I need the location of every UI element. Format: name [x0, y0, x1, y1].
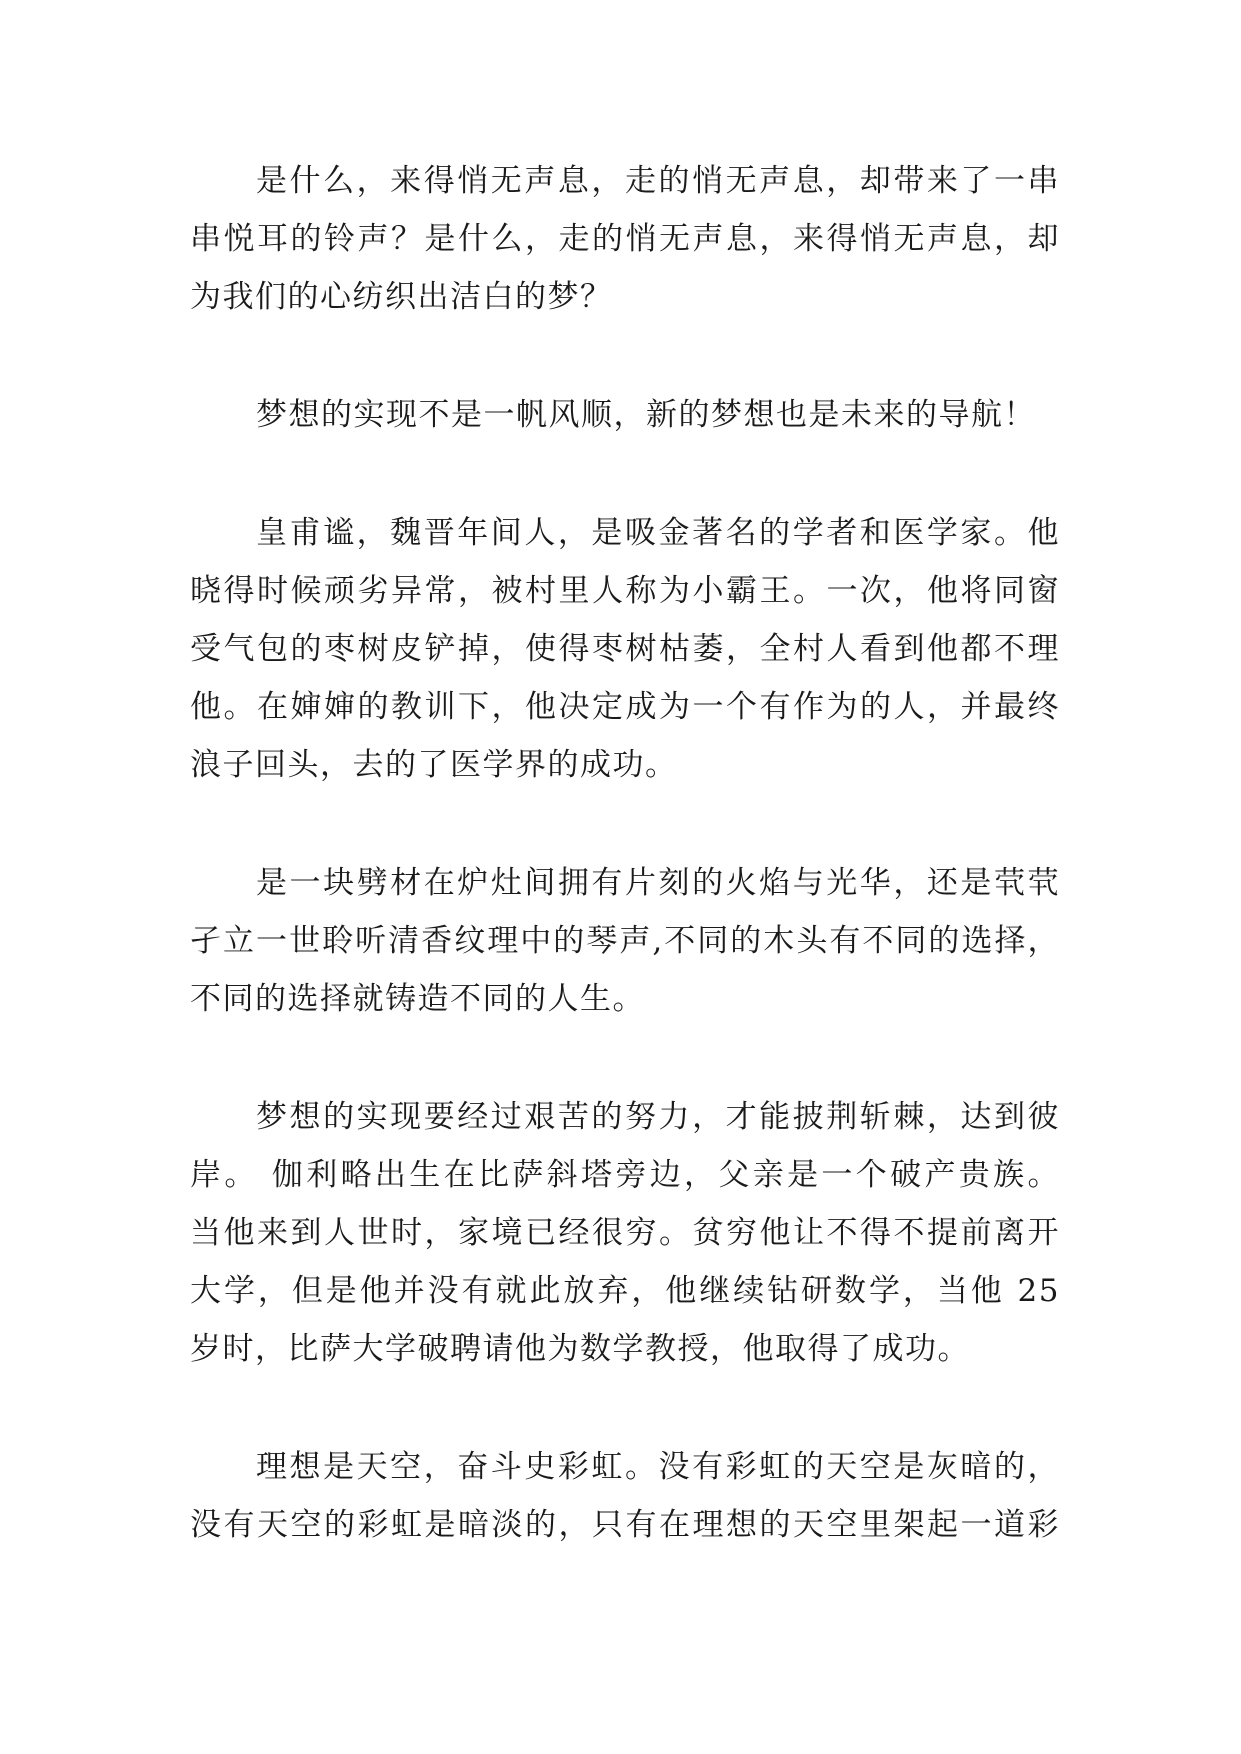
paragraph-line: 是什么，来得悄无声息，走的悄无声息，却带来了一串 — [256, 163, 1060, 199]
paragraph-line: 晓得时候顽劣异常，被村里人称为小霸王。一次，他将同窗 — [190, 573, 1060, 609]
paragraph-line: 串悦耳的铃声？是什么，走的悄无声息，来得悄无声息，却 — [190, 221, 1060, 257]
paragraph-line: 岁时，比萨大学破聘请他为数学教授，他取得了成功。 — [190, 1331, 970, 1367]
document-body — [190, 152, 1060, 1614]
paragraph-line: 皇甫谧，魏晋年间人，是吸金著名的学者和医学家。他 — [256, 515, 1060, 551]
paragraph-line: 没有天空的彩虹是暗淡的，只有在理想的天空里架起一道彩 — [190, 1507, 1060, 1543]
paragraph-line: 为我们的心纺织出洁白的梦？ — [190, 279, 613, 315]
paragraph-6 — [190, 1438, 1060, 1554]
paragraph-line: 当他来到人世时，家境已经很穷。贫穷他让不得不提前离开 — [190, 1215, 1060, 1251]
paragraph-2 — [190, 386, 1060, 444]
paragraph-5 — [190, 1088, 1060, 1378]
paragraph-line: 梦想的实现不是一帆风顺，新的梦想也是未来的导航！ — [256, 397, 1036, 433]
paragraph-line: 岸。 伽利略出生在比萨斜塔旁边，父亲是一个破产贵族。 — [190, 1157, 1060, 1193]
paragraph-line: 孑立一世聆听清香纹理中的琴声,不同的木头有不同的选择， — [190, 923, 1060, 959]
paragraph-line: 他。在婶婶的教训下，他决定成为一个有作为的人，并最终 — [190, 689, 1060, 725]
paragraph-line: 不同的选择就铸造不同的人生。 — [190, 981, 645, 1017]
paragraph-line: 梦想的实现要经过艰苦的努力，才能披荆斩棘，达到彼 — [256, 1099, 1060, 1135]
paragraph-1 — [190, 152, 1060, 326]
paragraph-4 — [190, 854, 1060, 1028]
paragraph-line: 大学，但是他并没有就此放弃，他继续钻研数学，当他 25 — [190, 1273, 1060, 1309]
paragraph-3 — [190, 504, 1060, 794]
paragraph-line: 浪子回头，去的了医学界的成功。 — [190, 747, 678, 783]
paragraph-line: 受气包的枣树皮铲掉，使得枣树枯萎，全村人看到他都不理 — [190, 631, 1060, 667]
paragraph-line: 是一块劈材在炉灶间拥有片刻的火焰与光华，还是茕茕 — [256, 865, 1060, 901]
paragraph-line: 理想是天空，奋斗史彩虹。没有彩虹的天空是灰暗的， — [256, 1449, 1060, 1485]
